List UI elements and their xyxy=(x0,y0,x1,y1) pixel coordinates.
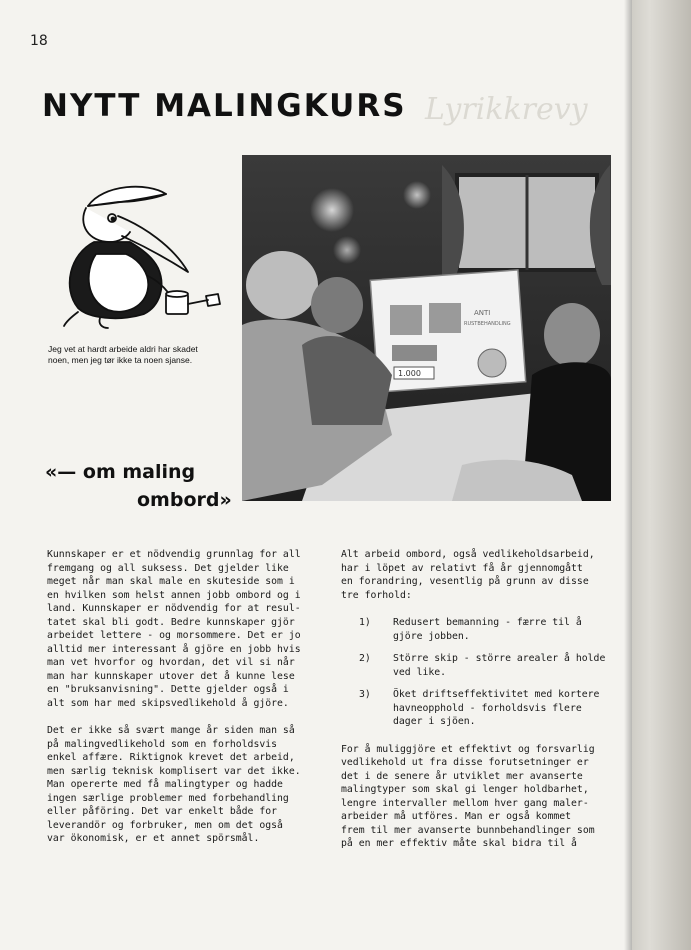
caption-line: Jeg vet at hardt arbeide aldri har skadet xyxy=(48,344,198,354)
text-line: man har kunnskaper utover det å kunne lese xyxy=(47,670,295,682)
text-line: arbeider må utföres. Man er også kommet xyxy=(341,811,572,822)
tagline-line2: ombord» xyxy=(137,489,232,511)
text-line: eller påföring. Det var enkelt både for xyxy=(47,806,278,817)
text-line: leverandör og forbruker, men om det også xyxy=(47,819,283,831)
list-number: 2) xyxy=(359,653,371,664)
list-item xyxy=(341,688,621,729)
text-line: har i löpet av relativt få år gjennomgått xyxy=(341,562,583,574)
text-line: meget når man skal male en skuteside som i xyxy=(47,576,295,587)
text-line: ingen særlige problemer med forbehandling xyxy=(47,792,289,804)
penguin-painter-illustration xyxy=(48,176,228,336)
body-column-right xyxy=(341,548,621,865)
text-line: Alt arbeid ombord, også vedlikeholdsarbeid, xyxy=(341,549,595,560)
tagline-line1: «— om maling xyxy=(45,461,196,483)
paragraph xyxy=(47,724,327,846)
text-line: enkel affære. Riktignok krevet det arbeid, xyxy=(47,752,295,763)
text-line: man vet hvorfor og hvordan, det vil si når xyxy=(47,657,295,668)
list-item xyxy=(341,652,621,679)
list-item xyxy=(341,616,621,643)
text-line: på malingvedlikehold som en forholdsvis xyxy=(47,738,278,750)
paragraph xyxy=(341,548,621,602)
text-line: For å muliggjöre et effektivt og forsvarlig xyxy=(341,743,595,755)
text-line: frem til mer avanserte bunnbehandlinger som xyxy=(341,824,595,836)
text-line: Det er ikke så svært mange år siden man så xyxy=(47,725,295,736)
text-line: alltid mer interessant å gjöre en jobb hvis xyxy=(47,643,301,655)
text-line: på en mer effektiv måte skal bidra til å xyxy=(341,838,577,849)
page-number: 18 xyxy=(30,33,48,49)
list-number: 3) xyxy=(359,689,371,700)
paragraph xyxy=(341,743,621,851)
article-headline: NYTT MALINGKURS xyxy=(42,88,407,124)
text-line: ved like. xyxy=(393,666,447,678)
text-line: Öket driftseffektivitet med kortere xyxy=(393,689,600,700)
text-line: gjöre jobben. xyxy=(393,630,470,642)
text-line: fremgang og all suksess. Det gjelder like xyxy=(47,562,289,574)
text-line: tre forhold: xyxy=(341,589,412,601)
text-line: land. Kunnskaper er nödvendig for at resul- xyxy=(47,603,301,614)
text-line: dager i sjöen. xyxy=(393,716,476,727)
caption-line: noen, men jeg tør ikke ta noen sjanse. xyxy=(48,355,193,365)
paragraph xyxy=(47,548,327,710)
board-title-line1: ANTI xyxy=(474,309,491,317)
text-line: Man opererte med få malingtyper og hadde xyxy=(47,779,283,790)
next-page-edge xyxy=(632,0,691,950)
text-line: en forandring, vesentlig på grunn av disse xyxy=(341,576,589,587)
board-sticker: 1.000 xyxy=(398,369,421,378)
text-line: en hvilken som helst annen jobb ombord og i xyxy=(47,589,301,601)
text-line: Redusert bemanning - færre til å xyxy=(393,617,582,628)
list-number: 1) xyxy=(359,617,371,628)
text-line: havneopphold - forholdsvis flere xyxy=(393,702,582,714)
meeting-photograph xyxy=(242,155,611,501)
text-line: alt som har med skipsvedlikehold å gjöre. xyxy=(47,697,289,709)
text-line: tatet skal bli godt. Bedre kunnskaper gjör xyxy=(47,616,295,628)
text-line: var ökonomisk, er et annet spörsmål. xyxy=(47,833,260,844)
board-title-line2: RUSTBEHANDLING xyxy=(464,321,511,327)
bleed-through-text: Lyrikkrevy xyxy=(425,92,588,127)
text-line: arbeidet lettere - og morsommere. Det er jo xyxy=(47,630,301,641)
text-line: Större skip - större arealer å holde xyxy=(393,653,606,664)
body-column-left xyxy=(47,548,327,860)
text-line: en "bruksanvisning". Dette gjelder også i xyxy=(47,684,289,695)
text-line: det i de senere år utviklet mer avanserte xyxy=(341,770,583,782)
text-line: Kunnskaper er et nödvendig grunnlag for all xyxy=(47,549,301,560)
conditions-list xyxy=(341,616,621,729)
text-line: lengre intervaller mellom hver gang maler- xyxy=(341,797,589,809)
text-line: men særlig teknisk komplisert var det ikke. xyxy=(47,765,301,777)
text-line: vedlikehold ut fra disse forutsetninger er xyxy=(341,757,589,768)
text-line: malingtyper som skal gi lenger holdbarhet, xyxy=(341,784,589,795)
cartoon-caption xyxy=(48,344,238,366)
